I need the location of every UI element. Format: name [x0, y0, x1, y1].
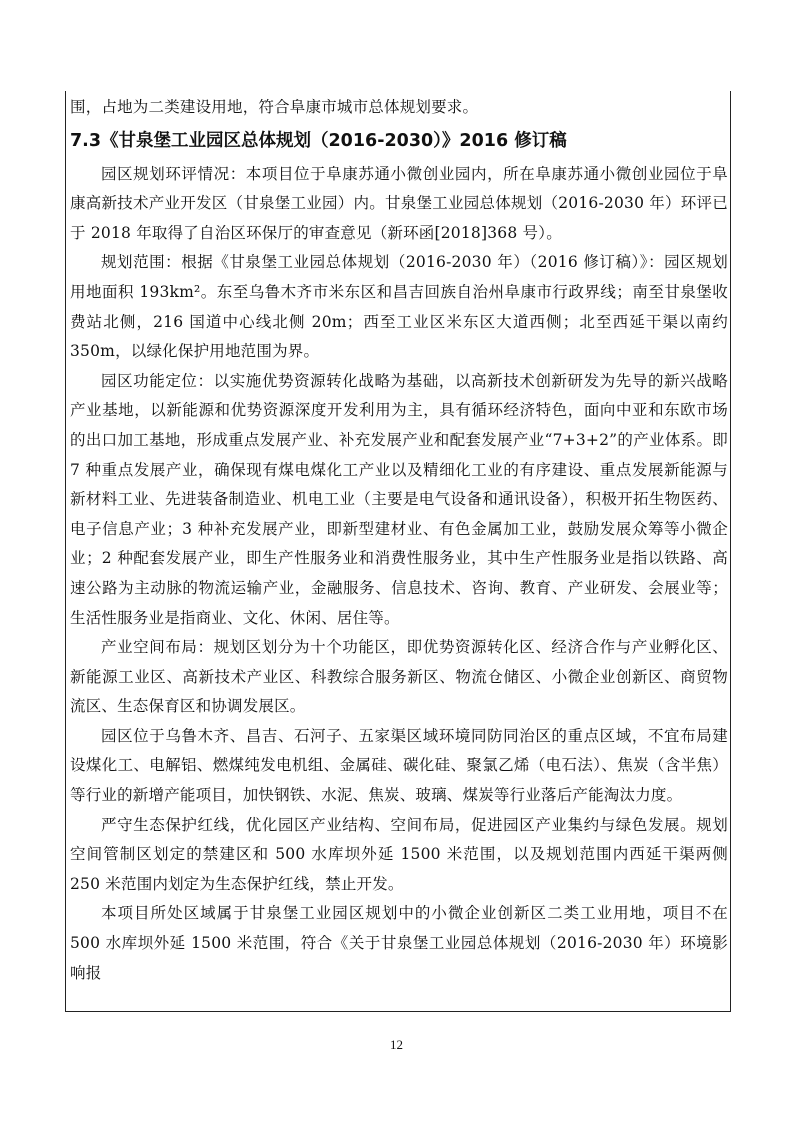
paragraph-ecological-redline: 严守生态保护红线，优化园区产业结构、空间布局，促进园区产业集约与绿色发展。规划空间管制区划定的禁建区和 500 水库坝外延 1500 米范围，以及规划范围内西延干渠两侧 250 米范围内划定为生态保护红线，禁止开发。	[70, 815, 728, 893]
paragraph-planning-scope: 规划范围：根据《甘泉堡工业园总体规划（2016-2030 年）（2016 修订稿）》：园区规划用地面积 193km²。东至乌鲁木齐市米东区和昌吉回族自治州阜康市行政界线；南至甘泉堡收费站北侧，216 国道中心线北侧 20m；西至工业区米东区大道西侧；北至西延干渠以南约 350m，以绿化保护用地范围为界。	[70, 253, 728, 361]
section-heading: 7.3《甘泉堡工业园区总体规划（2016-2030）》2016 修订稿	[70, 130, 567, 151]
lead-paragraph: 围，占地为二类建设用地，符合阜康市城市总体规划要求。	[70, 98, 479, 116]
paragraph-project-compliance: 本项目所处区域属于甘泉堡工业园区规划中的小微企业创新区二类工业用地，项目不在 500 水库坝外延 1500 米范围，符合《关于甘泉堡工业园总体规划（2016-2030 年）环境影响报	[70, 904, 728, 982]
document-body	[70, 93, 728, 988]
paragraph-planning-eia: 园区规划环评情况：本项目位于阜康苏通小微创业园内，所在阜康苏通小微创业园位于阜康高新技术产业开发区（甘泉堡工业园）内。甘泉堡工业园总体规划（2016-2030 年）环评已于 2018 年取得了自治区环保厅的审查意见（新环函[2018]368 号）。	[70, 164, 728, 242]
paragraph-regional-restrictions: 园区位于乌鲁木齐、昌吉、石河子、五家渠区域环境同防同治区的重点区域，不宜布局建设煤化工、电解铝、燃煤纯发电机组、金属硅、碳化硅、聚氯乙烯（电石法）、焦炭（含半焦）等行业的新增产能项目，加快钢铁、水泥、焦炭、玻璃、煤炭等行业落后产能淘汰力度。	[70, 726, 728, 805]
paragraph-functional-positioning: 园区功能定位：以实施优势资源转化战略为基础，以高新技术创新研发为先导的新兴战略产业基地，以新能源和优势资源深度开发利用为主，具有循环经济特色，面向中亚和东欧市场的出口加工基地，形成重点发展产业、补充发展产业和配套发展产业“7+3+2”的产业体系。即 7 种重点发展产业，确保现有煤电煤化工产业以及精细化工业的有序建设、重点发展新能源与新材料工业、先进装备制造业、机电工业（主要是电气设备和通讯设备），积极开拓生物医药、电子信息产业；3 种补充发展产业，即新型建材业、有色金属加工业，鼓励发展众筹等小微企业；2 种配套发展产业，即生产性服务业和消费性服务业，其中生产性服务业是指以铁路、高速公路为主动脉的物流运输产业，金融服务、信息技术、咨询、教育、产业研发、会展业等；生活性服务业是指商业、文化、休闲、居住等。	[70, 371, 728, 627]
paragraph-spatial-layout: 产业空间布局：规划区划分为十个功能区，即优势资源转化区、经济合作与产业孵化区、新能源工业区、高新技术产业区、科教综合服务新区、物流仓储区、小微企业创新区、商贸物流区、生态保育区和协调发展区。	[70, 638, 728, 716]
page-number: 12	[390, 1037, 403, 1052]
